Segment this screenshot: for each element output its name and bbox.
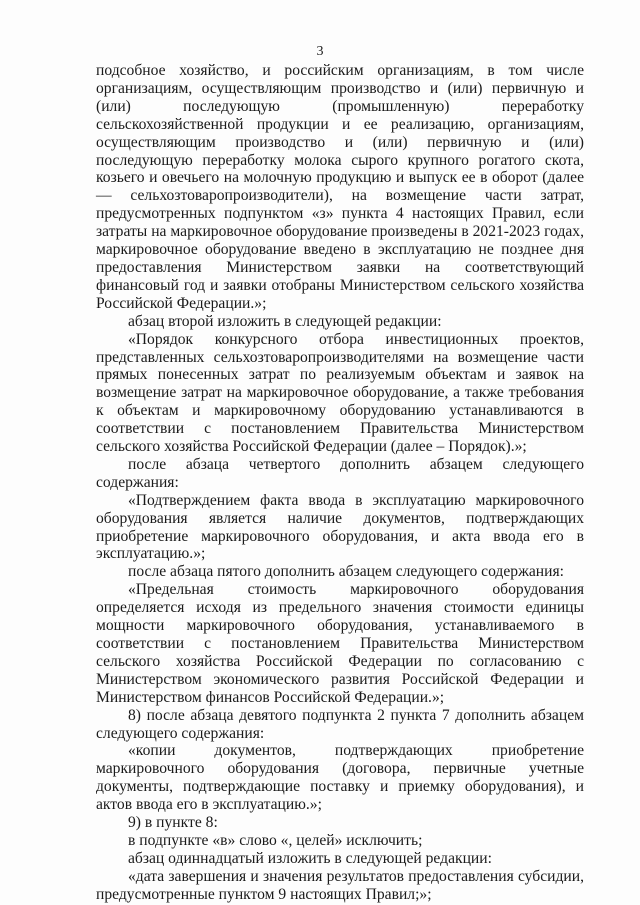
paragraph-instruction: после абзаца пятого дополнить абзацем следующего содержания:: [128, 563, 564, 581]
paragraph-item-9: 9) в пункте 8:: [128, 814, 218, 832]
paragraph-instruction: абзац одиннадцатый изложить в следующей редакции:: [128, 849, 492, 867]
page-number: 3: [316, 44, 324, 59]
paragraph-instruction: абзац второй изложить в следующей редакции:: [128, 312, 442, 330]
paragraph-instruction: в подпункте «в» слово «, целей» исключить;: [128, 831, 423, 849]
paragraph-item-8: 8) после абзаца девятого подпункта 2 пункта 7 дополнить абзацем следующего содержания:: [96, 706, 584, 742]
paragraph-quote: «Подтверждением факта ввода в эксплуатацию маркировочного оборудования является наличие документов, подтверждающих приобретение маркировочного оборудования, и акта ввода его в эксплуатацию.»;: [96, 491, 584, 563]
document-body: [96, 62, 584, 904]
paragraph-continuation: подсобное хозяйство, и российским организациям, в том числе организациям, осуществляющим производство и (или) первичную и (или) последующую (промышленную) переработку сельскохозяйственной продукции и ее реализацию, организациям, осуществляющим производство и (или) первичную и (или) последующую переработку молока сырого крупного рогатого скота, козьего и овечьего на молочную продукцию и выпуск ее в оборот (далее — сельхозтоваропроизводители), на возмещение части затрат, предусмотренных подпунктом «з» пункта 4 настоящих Правил, если затраты на маркировочное оборудование произведены в 2021-2023 годах, маркировочное оборудование введено в эксплуатацию не позднее дня предоставления Министерством заявки на соответствующий финансовый год и заявки отобраны Министерством сельского хозяйства Российской Федерации.»;: [96, 62, 584, 312]
paragraph-quote: «дата завершения и значения результатов предоставления субсидии, предусмотренные пунктом 9 настоящих Правил;»;: [96, 867, 584, 903]
paragraph-quote: «Предельная стоимость маркировочного оборудования определяется исходя из предельного значения стоимости единицы мощности маркировочного оборудования, устанавливаемого в соответствии с постановлением Правительства Министерством сельского хозяйства Российской Федерации по согласованию с Министерством экономического развития Российской Федерации и Министерством финансов Российской Федерации.»;: [96, 581, 584, 706]
paragraph-quote: «Порядок конкурсного отбора инвестиционных проектов, представленных сельхозтоваропроизводителями на возмещение части прямых понесенных затрат по реализуемым объектам и заявок на возмещение затрат на маркировочное оборудование, а также требования к объектам и маркировочному оборудованию устанавливаются в соответствии с постановлением Правительства Министерством сельского хозяйства Российской Федерации (далее – Порядок).»;: [96, 330, 584, 456]
paragraph-instruction: после абзаца четвертого дополнить абзацем следующего содержания:: [96, 455, 584, 491]
paragraph-quote: «копии документов, подтверждающих приобретение маркировочного оборудования (договора, первичные учетные документы, подтверждающие поставку и приемку оборудования), и актов ввода его в эксплуатацию.»;: [96, 742, 584, 814]
